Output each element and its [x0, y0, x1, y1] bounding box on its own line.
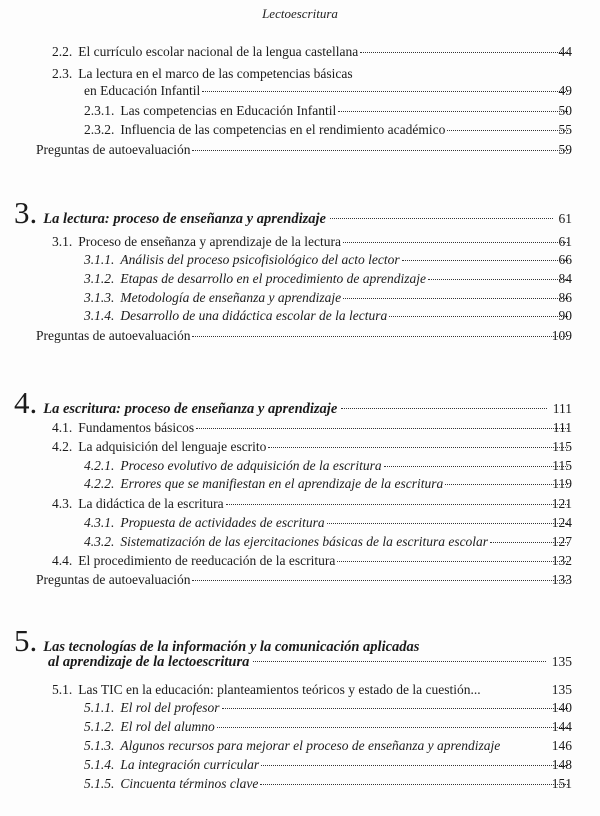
- entry-page: 140: [551, 700, 572, 715]
- entry-page: 109: [551, 328, 572, 343]
- entry-page: 151: [551, 776, 572, 791]
- entry-number: 4.3.2.: [84, 534, 115, 549]
- chapter-4-heading[interactable]: [14, 385, 572, 420]
- entry-number: 3.1.2.: [84, 271, 115, 286]
- toc-entry-2-3-line1[interactable]: [52, 66, 353, 82]
- entry-label: Las TIC en la educación: planteamientos teóricos y estado de la cuestión...: [78, 682, 481, 697]
- entry-page: 50: [558, 103, 572, 118]
- entry-label: Proceso evolutivo de adquisición de la escritura: [120, 458, 382, 473]
- entry-number: 5.1.3.: [84, 738, 115, 753]
- entry-label: La adquisición del lenguaje escrito: [78, 439, 267, 454]
- leader-dots: [341, 408, 546, 409]
- chapter-5-heading[interactable]: [14, 623, 420, 658]
- entry-number: 2.3.1.: [84, 103, 115, 118]
- toc-entry-2-2[interactable]: [52, 44, 572, 60]
- leader-dots: [196, 428, 568, 429]
- entry-label: Fundamentos básicos: [78, 420, 195, 435]
- entry-label: Preguntas de autoevaluación: [36, 328, 191, 343]
- entry-page: 84: [558, 271, 572, 286]
- toc-entry-4-3-1[interactable]: [84, 515, 572, 531]
- leader-dots: [260, 784, 568, 785]
- toc-entry-ch2-self-assessment[interactable]: [36, 142, 572, 158]
- toc-entry-5-1[interactable]: [52, 682, 572, 698]
- entry-number: 5.1.: [52, 682, 73, 697]
- entry-label: La didáctica de la escritura: [78, 496, 224, 511]
- toc-entry-5-1-3[interactable]: [84, 738, 572, 754]
- leader-dots: [445, 484, 568, 485]
- running-header: Lectoescritura: [262, 6, 338, 21]
- leader-dots: [268, 447, 568, 448]
- entry-label: La lectura en el marco de las competencias básicas: [78, 66, 353, 81]
- toc-entry-3-1-3[interactable]: [84, 290, 572, 306]
- leader-dots: [192, 336, 568, 337]
- leader-dots: [343, 242, 568, 243]
- leader-dots: [330, 218, 553, 219]
- entry-number: 5.1.2.: [84, 719, 115, 734]
- entry-page: 86: [558, 290, 572, 305]
- entry-page: 132: [551, 553, 572, 568]
- chapter-title-line1: Las tecnologías de la información y la comunicación aplicadas: [43, 639, 420, 655]
- toc-entry-2-3-1[interactable]: [84, 103, 572, 119]
- entry-number: 4.4.: [52, 553, 73, 568]
- toc-entry-5-1-2[interactable]: [84, 719, 572, 735]
- entry-number: 2.3.2.: [84, 122, 115, 137]
- entry-number: 5.1.4.: [84, 757, 115, 772]
- leader-dots: [261, 765, 568, 766]
- chapter-title: La escritura: proceso de enseñanza y aprendizaje: [43, 401, 338, 417]
- entry-label: Propuesta de actividades de escritura: [120, 515, 325, 530]
- entry-label: Errores que se manifiestan en el aprendizaje de la escritura: [120, 476, 444, 491]
- leader-dots: [192, 580, 568, 581]
- entry-number: 5.1.5.: [84, 776, 115, 791]
- entry-label-cont: en Educación Infantil: [84, 83, 201, 98]
- leader-dots: [226, 504, 568, 505]
- entry-page: 55: [558, 122, 572, 137]
- leader-dots: [327, 523, 568, 524]
- entry-page: 66: [558, 252, 572, 267]
- toc-entry-3-1-2[interactable]: [84, 271, 572, 287]
- entry-number: 4.3.1.: [84, 515, 115, 530]
- entry-label: Influencia de las competencias en el rendimiento académico: [120, 122, 446, 137]
- toc-entry-5-1-5[interactable]: [84, 776, 572, 792]
- entry-page: 146: [551, 738, 572, 753]
- toc-entry-5-1-1[interactable]: [84, 700, 572, 716]
- toc-entry-4-4[interactable]: [52, 553, 572, 569]
- chapter-page: 61: [558, 211, 572, 226]
- entry-number: 3.1.: [52, 234, 73, 249]
- chapter-number: 5.: [14, 623, 38, 658]
- entry-page: 61: [558, 234, 572, 249]
- entry-page: 59: [558, 142, 572, 157]
- entry-page: 148: [551, 757, 572, 772]
- leader-dots: [428, 279, 568, 280]
- chapter-number: 3.: [14, 195, 38, 230]
- entry-label: El rol del profesor: [120, 700, 220, 715]
- toc-entry-4-1[interactable]: [52, 420, 572, 436]
- chapter-title: La lectura: proceso de enseñanza y aprendizaje: [43, 211, 326, 227]
- toc-entry-4-2-1[interactable]: [84, 458, 572, 474]
- entry-page: 121: [551, 496, 572, 511]
- entry-page: 115: [552, 439, 572, 454]
- entry-page: 144: [551, 719, 572, 734]
- leader-dots: [389, 316, 568, 317]
- entry-label: Preguntas de autoevaluación: [36, 142, 191, 157]
- entry-number: 4.2.: [52, 439, 73, 454]
- entry-number: 5.1.1.: [84, 700, 115, 715]
- leader-dots: [447, 130, 568, 131]
- entry-page: 133: [551, 572, 572, 587]
- toc-entry-3-1[interactable]: [52, 234, 572, 250]
- leader-dots: [343, 298, 568, 299]
- entry-page: 44: [558, 44, 572, 59]
- entry-number: 4.2.2.: [84, 476, 115, 491]
- entry-number: 2.3.: [52, 66, 73, 81]
- leader-dots: [360, 52, 568, 53]
- entry-page: 115: [552, 458, 572, 473]
- entry-label: Cincuenta términos clave: [120, 776, 259, 791]
- entry-label: Algunos recursos para mejorar el proceso de enseñanza y aprendizaje: [120, 738, 501, 753]
- entry-label: Etapas de desarrollo en el procedimiento de aprendizaje: [120, 271, 426, 286]
- toc-entry-4-2[interactable]: [52, 439, 572, 455]
- toc-entry-2-3-2[interactable]: [84, 122, 572, 138]
- chapter-5-heading-cont[interactable]: [48, 654, 572, 671]
- entry-number: 3.1.3.: [84, 290, 115, 305]
- chapter-page: 135: [551, 654, 572, 669]
- leader-dots: [217, 727, 568, 728]
- leader-dots: [384, 466, 568, 467]
- toc-entry-ch4-self-assessment[interactable]: [36, 572, 572, 588]
- entry-page: 127: [551, 534, 572, 549]
- entry-number: 3.1.4.: [84, 308, 115, 323]
- toc-entry-3-1-1[interactable]: [84, 252, 572, 268]
- entry-label: La integración curricular: [120, 757, 260, 772]
- entry-label: Proceso de enseñanza y aprendizaje de la lectura: [78, 234, 341, 249]
- leader-dots: [202, 91, 568, 92]
- entry-label: Desarrollo de una didáctica escolar de la lectura: [120, 308, 388, 323]
- chapter-number: 4.: [14, 385, 38, 420]
- entry-page: 111: [552, 420, 572, 435]
- entry-label: El currículo escolar nacional de la lengua castellana: [78, 44, 359, 59]
- chapter-3-heading[interactable]: [14, 195, 572, 230]
- chapter-title-line2: al aprendizaje de la lectoescritura: [48, 654, 250, 670]
- entry-label: Análisis del proceso psicofisiológico del acto lector: [120, 252, 400, 267]
- entry-number: 2.2.: [52, 44, 73, 59]
- toc-entry-4-3[interactable]: [52, 496, 572, 512]
- entry-label: Las competencias en Educación Infantil: [120, 103, 337, 118]
- toc-entry-ch3-self-assessment[interactable]: [36, 328, 572, 344]
- leader-dots: [338, 111, 568, 112]
- entry-page: 119: [552, 476, 572, 491]
- toc-entry-2-3[interactable]: [84, 83, 572, 99]
- entry-number: 4.1.: [52, 420, 73, 435]
- entry-label: El procedimiento de reeducación de la escritura: [78, 553, 336, 568]
- entry-label: Metodología de enseñanza y aprendizaje: [120, 290, 342, 305]
- entry-label: El rol del alumno: [120, 719, 215, 734]
- leader-dots: [192, 150, 568, 151]
- entry-page: 90: [558, 308, 572, 323]
- entry-page: 135: [551, 682, 572, 697]
- leader-dots: [253, 661, 545, 662]
- toc-entry-4-2-2[interactable]: [84, 476, 572, 492]
- entry-page: 49: [558, 83, 572, 98]
- toc-entry-3-1-4[interactable]: [84, 308, 572, 324]
- entry-page: 124: [551, 515, 572, 530]
- entry-number: 4.2.1.: [84, 458, 115, 473]
- entry-label: Preguntas de autoevaluación: [36, 572, 191, 587]
- toc-entry-5-1-4[interactable]: [84, 757, 572, 773]
- entry-number: 3.1.1.: [84, 252, 115, 267]
- leader-dots: [402, 260, 568, 261]
- chapter-page: 111: [552, 401, 572, 416]
- leader-dots: [222, 708, 569, 709]
- leader-dots: [337, 561, 568, 562]
- entry-label: Sistematización de las ejercitaciones básicas de la escritura escolar: [120, 534, 489, 549]
- toc-entry-4-3-2[interactable]: [84, 534, 572, 550]
- entry-number: 4.3.: [52, 496, 73, 511]
